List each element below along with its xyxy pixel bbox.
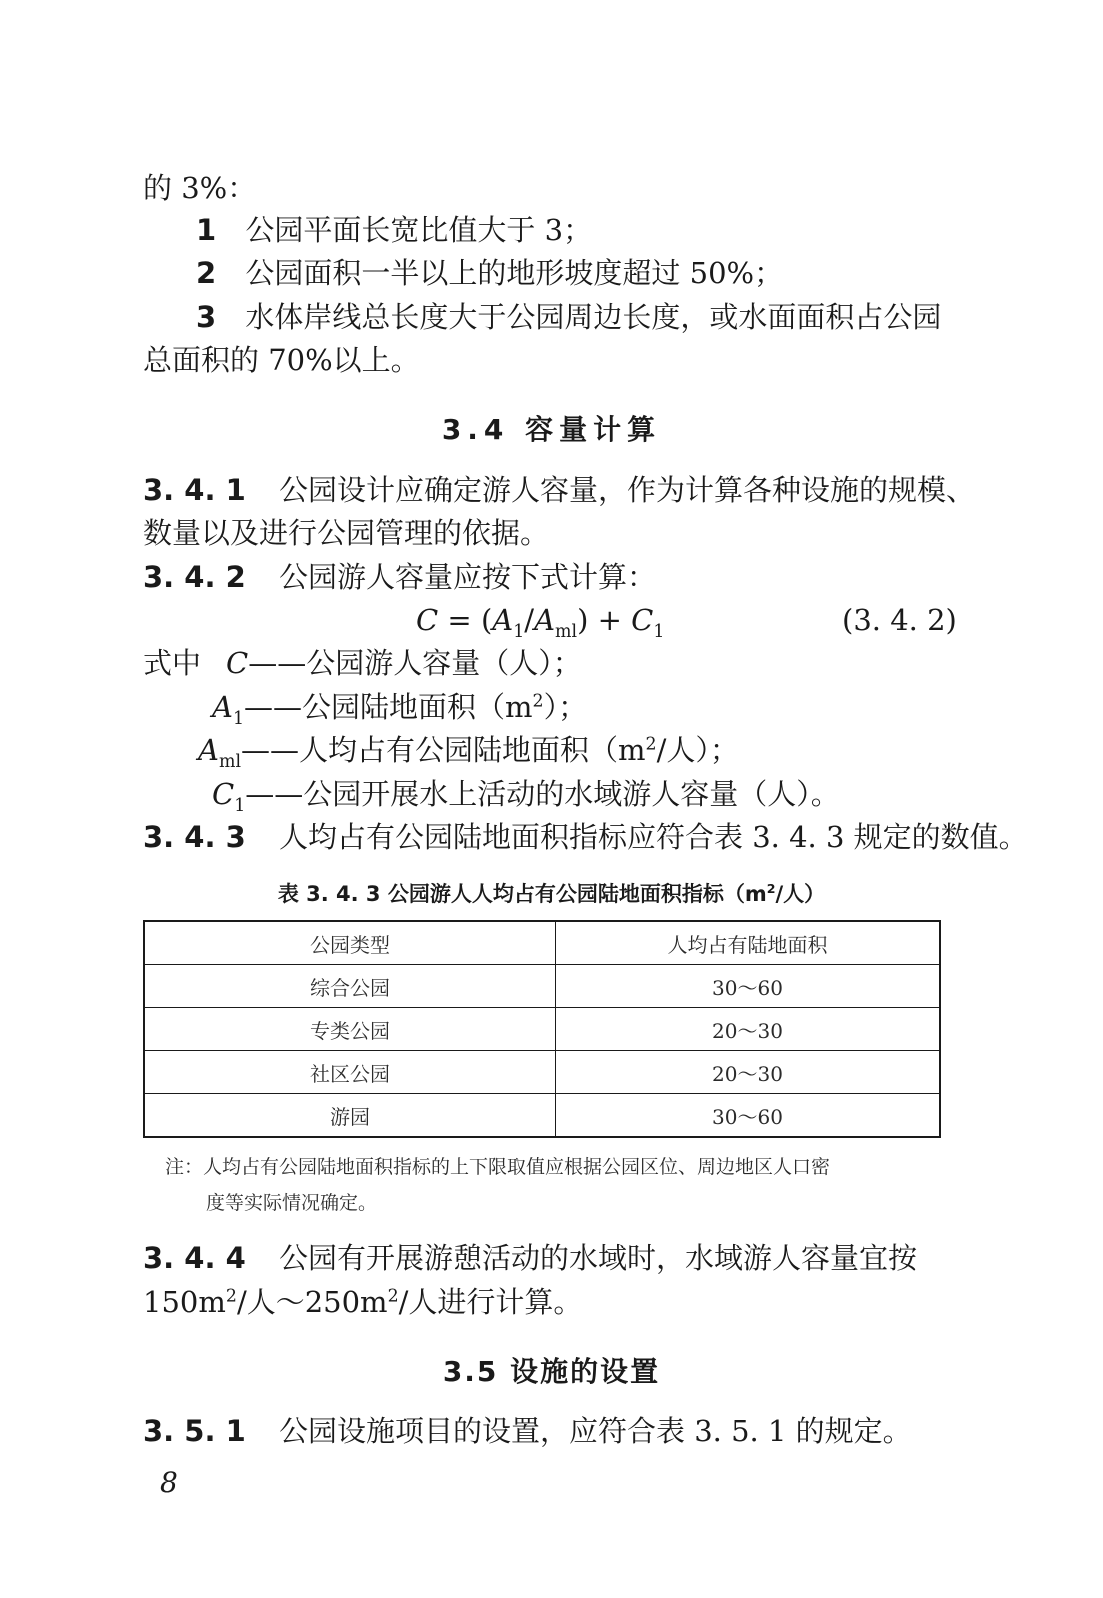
clause-number: 3. 5. 1 [143,1414,246,1448]
item-number: 1 [196,213,217,247]
clause-number: 3. 4. 4 [143,1241,246,1275]
table-cell: 20～30 [556,1051,941,1094]
table-row [144,965,940,1008]
item-text: 水体岸线总长度大于公园周边长度，或水面面积占公园 [245,300,942,334]
table-cell: 综合公园 [144,965,556,1008]
table-header-row [144,921,940,965]
column-header: 公园类型 [144,921,556,965]
intro-line: 的 3%： [143,171,257,205]
table-row [144,1008,940,1051]
table-note: 注：人均占有公园陆地面积指标的上下限取值应根据公园区位、周边地区人口密 [165,1156,831,1178]
clause-text: 公园游人容量应按下式计算： [278,560,656,594]
table-cell: 专类公园 [144,1008,556,1051]
formula: $C = (A_1/A_{ml}) + C_1$ [416,603,665,642]
table-cell: 20～30 [556,1008,941,1051]
where-item: $A_{ml}——$人均占有公园陆地面积（$m^2/$人）； [198,733,739,772]
clause-3-4-2 [143,557,656,597]
formula-number: (3. 4. 2) [842,603,957,637]
table-row [144,1094,940,1138]
clause-number: 3. 4. 2 [143,560,246,594]
item-number: 2 [196,256,217,290]
clause-3-5-1 [143,1411,912,1451]
list-item [196,210,592,250]
item-number: 3 [196,300,217,334]
clause-number: 3. 4. 3 [143,820,246,854]
table-cell: 社区公园 [144,1051,556,1094]
clause-text: 公园设计应确定游人容量，作为计算各种设施的规模、 [278,473,975,507]
where-intro: 式中 [143,646,202,680]
clause-3-4-3 [143,817,1028,857]
table-note-cont: 度等实际情况确定。 [206,1192,378,1214]
table-row [144,1051,940,1094]
list-item [196,253,783,293]
park-area-table [143,920,941,1138]
clause-text: 公园设施项目的设置，应符合表 3. 5. 1 的规定。 [278,1414,912,1448]
item-continuation: 总面积的 70%以上。 [143,343,420,377]
where-item: C——公园游人容量（人）； [226,646,582,680]
where-item: $A_1——$公园陆地面积$(m^2)$； [212,690,588,729]
where-item: $C_1——$公园开展水上活动的水域游人容量（人）。 [212,777,840,816]
clause-number: 3. 4. 1 [143,473,246,507]
clause-text: 人均占有公园陆地面积指标应符合表 3. 4. 3 规定的数值。 [278,820,1028,854]
table-cell: 30～60 [556,1094,941,1138]
column-header: 人均占有陆地面积 [556,921,941,965]
list-item [196,297,941,337]
clause-3-4-1-cont: 数量以及进行公园管理的依据。 [143,516,550,550]
page-number: 8 [160,1466,178,1499]
section-heading-3-5: 3.5 设施的设置 [442,1355,661,1388]
item-text: 公园平面长宽比值大于 3； [245,213,593,247]
clause-3-4-4 [143,1238,917,1278]
table-cell: 游园 [144,1094,556,1138]
clause-text: 公园有开展游憩活动的水域时，水域游人容量宜按 [278,1241,917,1275]
section-heading-3-4: 3.4 容量计算 [441,413,662,446]
item-text: 公园面积一半以上的地形坡度超过 50%； [245,256,784,290]
clause-3-4-1 [143,470,975,510]
clause-3-4-4-cont: $150m^2/$人$\sim 250m^2/$人进行计算。 [143,1285,583,1319]
table-cell: 30～60 [556,965,941,1008]
table-caption: 表 3. 4. 3 公园游人人均占有公园陆地面积指标（$m^2/$人） [277,881,826,906]
